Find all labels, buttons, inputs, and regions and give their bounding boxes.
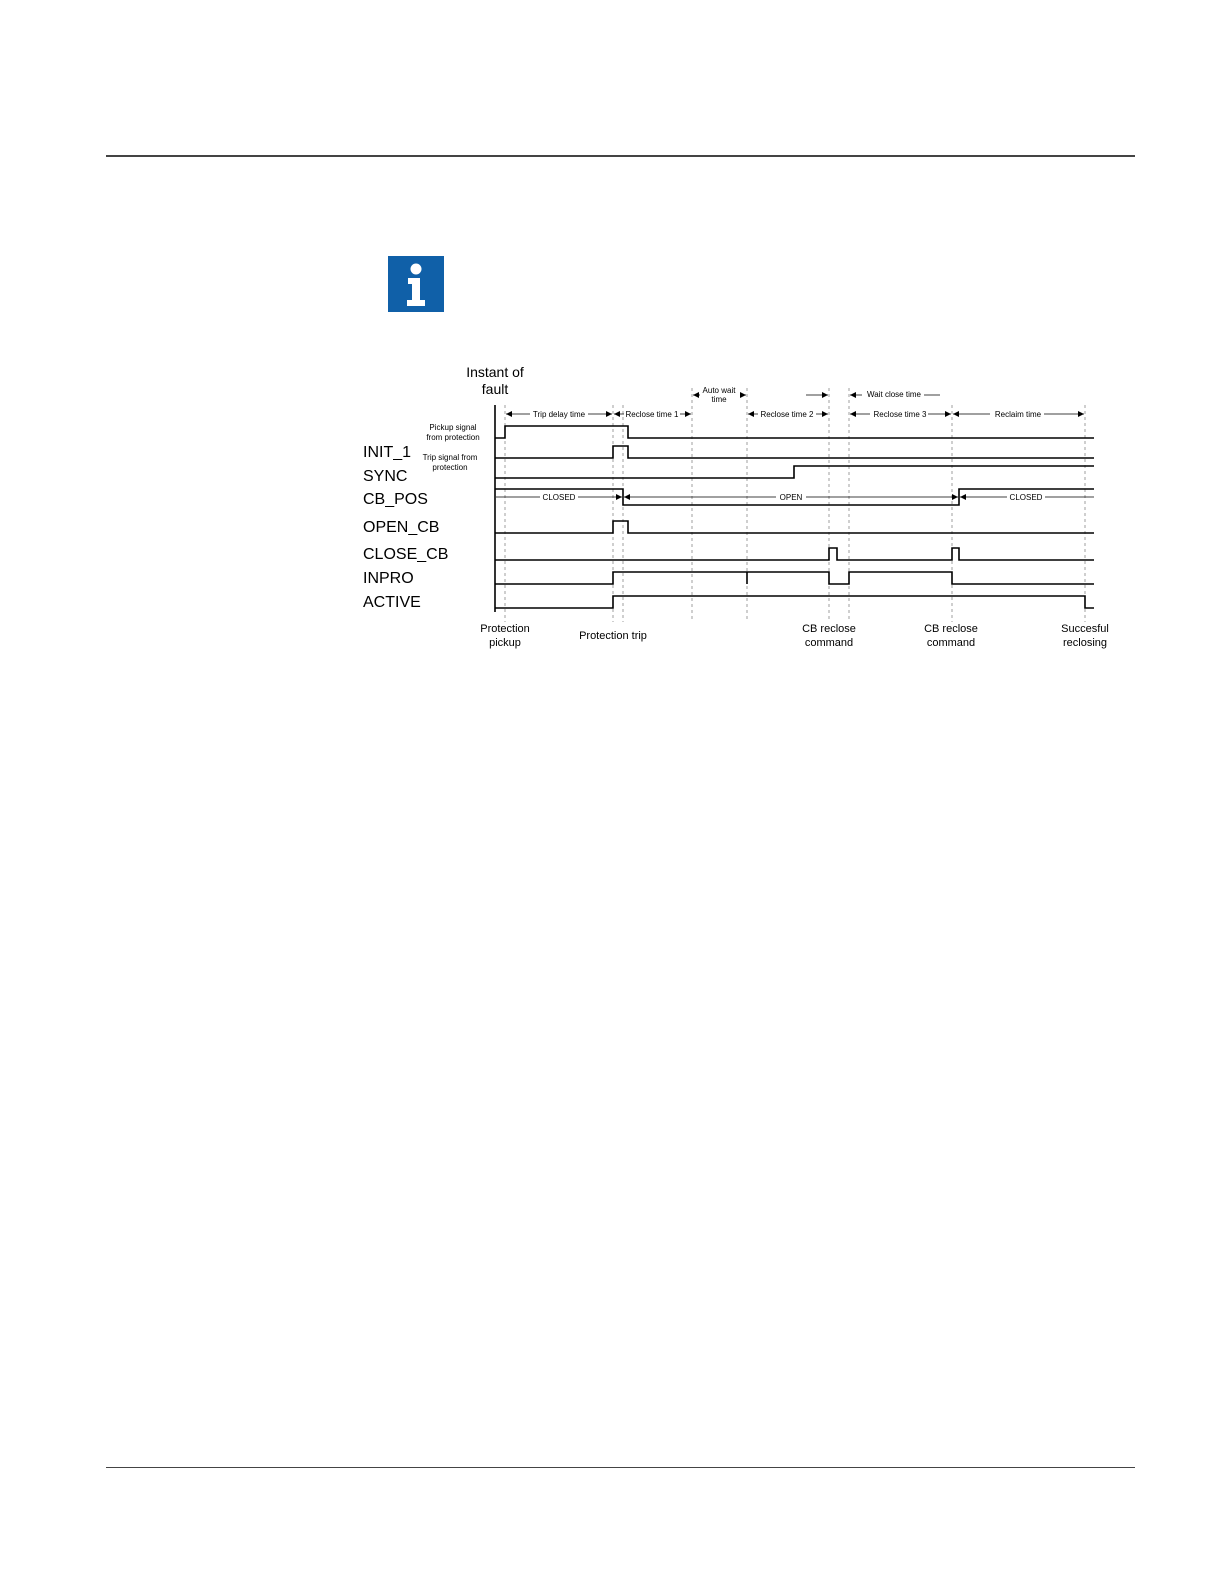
event-reclose-b-line1: CB reclose <box>924 623 978 635</box>
timing-diagram <box>360 355 1126 665</box>
sync-waveform <box>495 466 1094 478</box>
opencb-waveform <box>495 521 1094 533</box>
signal-label-sync: SYNC <box>363 468 408 485</box>
interval-reclose-1: Reclose time 1 <box>625 410 679 419</box>
info-icon <box>388 256 444 312</box>
cb-state-closed-2: CLOSED <box>1009 493 1043 502</box>
active-waveform <box>495 596 1094 608</box>
trip-label-line1: Trip signal from <box>422 453 478 462</box>
signal-label-cbpos: CB_POS <box>363 491 428 508</box>
interval-wait-close: Wait close time <box>867 390 921 399</box>
signal-label-inpro: INPRO <box>363 570 414 587</box>
signal-label-closecb: CLOSE_CB <box>363 546 449 563</box>
signal-label-init1: INIT_1 <box>363 444 412 461</box>
event-success-line1: Succesful <box>1061 623 1109 635</box>
trip-waveform <box>495 446 1094 458</box>
event-success-line2: reclosing <box>1062 637 1108 649</box>
trip-label-line2: protection <box>432 463 468 472</box>
interval-auto-wait-line2: time <box>711 395 727 404</box>
cb-state-closed-1: CLOSED <box>542 493 576 502</box>
signal-label-opencb: OPEN_CB <box>363 519 440 536</box>
event-reclose-a-line1: CB reclose <box>802 623 856 635</box>
footer-rule <box>106 1467 1135 1468</box>
interval-auto-wait-line1: Auto wait <box>702 386 736 395</box>
event-reclose-b-line2: command <box>926 637 976 649</box>
interval-markers <box>506 384 1084 419</box>
closecb-waveform <box>495 548 1094 560</box>
pickup-label-line1: Pickup signal <box>429 423 477 432</box>
pickup-label-line2: from protection <box>426 433 480 442</box>
fault-title-line2: fault <box>481 381 509 397</box>
cb-state-open: OPEN <box>779 493 803 502</box>
event-reclose-a-line2: command <box>804 637 854 649</box>
fault-title-line1: Instant of <box>466 364 524 380</box>
pickup-waveform <box>495 426 1094 438</box>
interval-trip-delay: Trip delay time <box>532 410 586 419</box>
header-rule <box>106 155 1135 157</box>
interval-reclose-2: Reclose time 2 <box>760 410 814 419</box>
event-pickup-line1: Protection <box>480 623 530 635</box>
interval-reclaim: Reclaim time <box>994 410 1042 419</box>
event-protection-trip: Protection trip <box>579 630 647 642</box>
event-pickup-line2: pickup <box>489 637 521 649</box>
inpro-waveform <box>495 572 1094 584</box>
interval-reclose-3: Reclose time 3 <box>873 410 927 419</box>
signal-label-active: ACTIVE <box>363 594 421 611</box>
